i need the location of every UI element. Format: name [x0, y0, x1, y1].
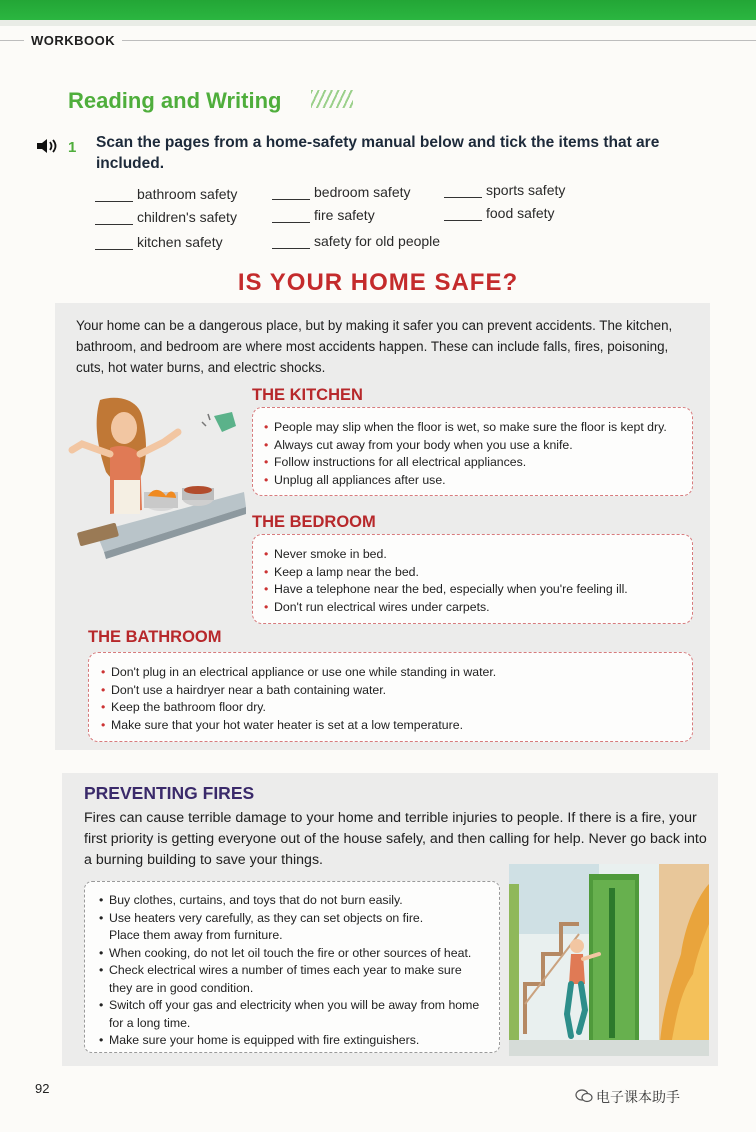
kitchen-illustration [66, 392, 248, 567]
list-item: • Check electrical wires a number of times each year to make sure they are in good condition. [99, 962, 479, 997]
answer-blank[interactable] [444, 197, 482, 198]
list-item: • Make sure that your hot water heater is set at a low temperature. [101, 717, 496, 735]
article-title: IS YOUR HOME SAFE? [237, 269, 519, 296]
list-item: • Always cut away from your body when you use a knife. [264, 437, 667, 455]
tick-item-bedroom[interactable]: bedroom safety [272, 184, 411, 200]
speaker-icon[interactable] [36, 138, 60, 154]
bathroom-tips-box [88, 652, 693, 742]
title-hatch-decoration [311, 90, 353, 108]
tick-item-sports[interactable]: sports safety [444, 182, 565, 198]
list-item: • Buy clothes, curtains, and toys that do not burn easily. [99, 892, 479, 910]
list-item: • Switch off your gas and electricity when you will be away from home for a long time. [99, 997, 479, 1032]
list-item: • When cooking, do not let oil touch the fire or other sources of heat. [99, 945, 479, 963]
page-number: 92 [35, 1081, 50, 1096]
list-item: • Keep a lamp near the bed. [264, 564, 628, 582]
list-item: • People may slip when the floor is wet, so make sure the floor is kept dry. [264, 419, 667, 437]
tick-item-bathroom[interactable]: bathroom safety [95, 186, 237, 202]
answer-blank[interactable] [272, 222, 310, 223]
fires-heading: PREVENTING FIRES [84, 783, 255, 803]
exercise-number: 1 [68, 139, 77, 156]
tick-item-food[interactable]: food safety [444, 205, 555, 221]
bathroom-heading: THE BATHROOM [88, 628, 222, 646]
section-title: Reading and Writing [68, 88, 282, 113]
tick-item-children[interactable]: children's safety [95, 209, 237, 225]
answer-blank[interactable] [272, 199, 310, 200]
list-item: • Never smoke in bed. [264, 546, 628, 564]
bedroom-tips-box [252, 534, 693, 624]
fires-paragraph: Fires can cause terrible damage to your home and terrible injuries to people. If there is a fire, your first priority is getting everyone out of the house safely, and then calling for help. Never go back into a burning building to save your things. [84, 810, 707, 868]
list-item: • Make sure your home is equipped with fire extinguishers. [99, 1032, 479, 1050]
article-intro: Your home can be a dangerous place, but by making it safer you can prevent accidents. The kitchen, bathroom, and bedroom are where most accidents happen. These can include falls, fires, poisoning, cuts, hot water burns, and electric shocks. [76, 318, 673, 375]
fires-tips-box [84, 881, 500, 1053]
list-item: • Keep the bathroom floor dry. [101, 699, 496, 717]
kitchen-heading: THE KITCHEN [252, 386, 363, 404]
watermark-text: 电子课本助手 [596, 1089, 680, 1105]
fires-tips-list [99, 892, 479, 1050]
list-item: • Have a telephone near the bed, especially when you're feeling ill. [264, 581, 628, 599]
wechat-icon [575, 1089, 593, 1103]
list-item: • Don't plug in an electrical appliance or use one while standing in water. [101, 664, 496, 682]
list-item: • Don't use a hairdryer near a bath containing water. [101, 682, 496, 700]
workbook-label: WORKBOOK [24, 33, 122, 48]
list-item: • Don't run electrical wires under carpets. [264, 599, 628, 617]
answer-blank[interactable] [95, 224, 133, 225]
bedroom-tips-list [264, 546, 628, 616]
top-color-bar [0, 0, 756, 20]
list-item: • Follow instructions for all electrical appliances. [264, 454, 667, 472]
tick-item-fire[interactable]: fire safety [272, 207, 375, 223]
list-item: • Unplug all appliances after use. [264, 472, 667, 490]
fire-escape-illustration [509, 864, 709, 1056]
kitchen-tips-list [264, 419, 667, 489]
tick-item-kitchen[interactable]: kitchen safety [95, 234, 223, 250]
bathroom-tips-list [101, 664, 496, 734]
bedroom-heading: THE BEDROOM [252, 513, 376, 531]
answer-blank[interactable] [95, 201, 133, 202]
top-strip [0, 20, 756, 26]
answer-blank[interactable] [444, 220, 482, 221]
list-item: • Use heaters very carefully, as they can set objects on fire. Place them away from furniture. [99, 910, 479, 945]
exercise-instruction: Scan the pages from a home-safety manual below and tick the items that are included. [96, 134, 660, 172]
tick-item-old-people[interactable]: safety for old people [272, 233, 440, 249]
answer-blank[interactable] [95, 249, 133, 250]
kitchen-tips-box [252, 407, 693, 496]
answer-blank[interactable] [272, 248, 310, 249]
